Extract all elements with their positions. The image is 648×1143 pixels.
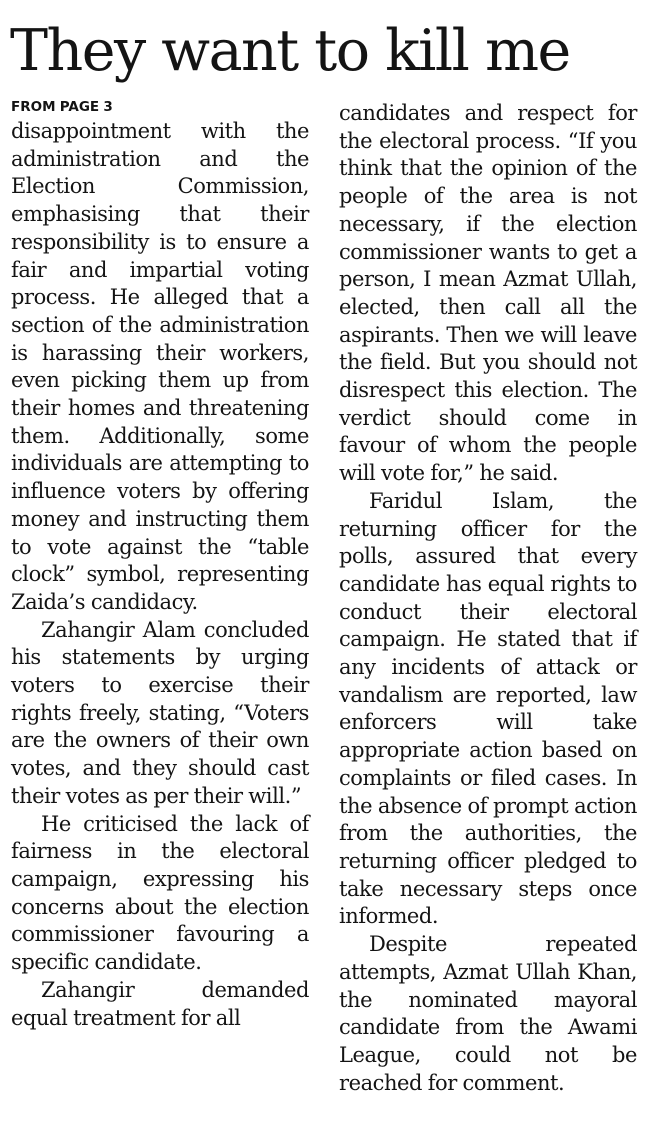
paragraph: He criticised the lack of fairness in the electoral campaign, expressing his concerns about the election commissioner favouring a specific candidate.	[11, 811, 309, 975]
jump-label: FROM PAGE 3	[11, 99, 113, 115]
paragraph: Zahangir Alam concluded his statements by urging voters to exercise their rights freely, stating, “Voters are the owners of their own votes, and they should cast their votes as per their will.”	[11, 617, 309, 808]
headline: They want to kill me	[10, 18, 570, 84]
article-column-left	[11, 100, 309, 1032]
paragraph: candidates and respect for the electoral process. “If you think that the opinion of the people of the area is not necessary, if the election commissioner wants to get a person, I mean Azmat Ullah, elected, then call all the aspirants. Then we will leave the field. But you should not disrespect this election. The verdict should come in favour of whom the people will vote for,” he said.	[339, 101, 637, 486]
paragraph: disappointment with the administration and the Election Commission, emphasising that their responsibility is to ensure a fair and impartial voting process. He alleged that a section of the administration is harassing their workers, even picking them up from their homes and threatening them. Additionally, some individuals are attempting to influence voters by offering money and instructing them to vote against the “table clock” symbol, representing Zaida’s candidacy.	[11, 119, 309, 614]
paragraph: Despite repeated attempts, Azmat Ullah Khan, the nominated mayoral candidate from the Awami League, could not be reached for comment.	[339, 932, 637, 1095]
article-column-right	[339, 100, 637, 1097]
paragraph: Faridul Islam, the returning officer for the polls, assured that every candidate has equal rights to conduct their electoral campaign. He stated that if any incidents of attack or vandalism are reported, law enforcers will take appropriate action based on complaints or filed cases. In the absence of prompt action from the authorities, the returning officer pledged to take necessary steps once informed.	[339, 488, 637, 929]
paragraph: Zahangir demanded equal treatment for all	[11, 977, 309, 1030]
